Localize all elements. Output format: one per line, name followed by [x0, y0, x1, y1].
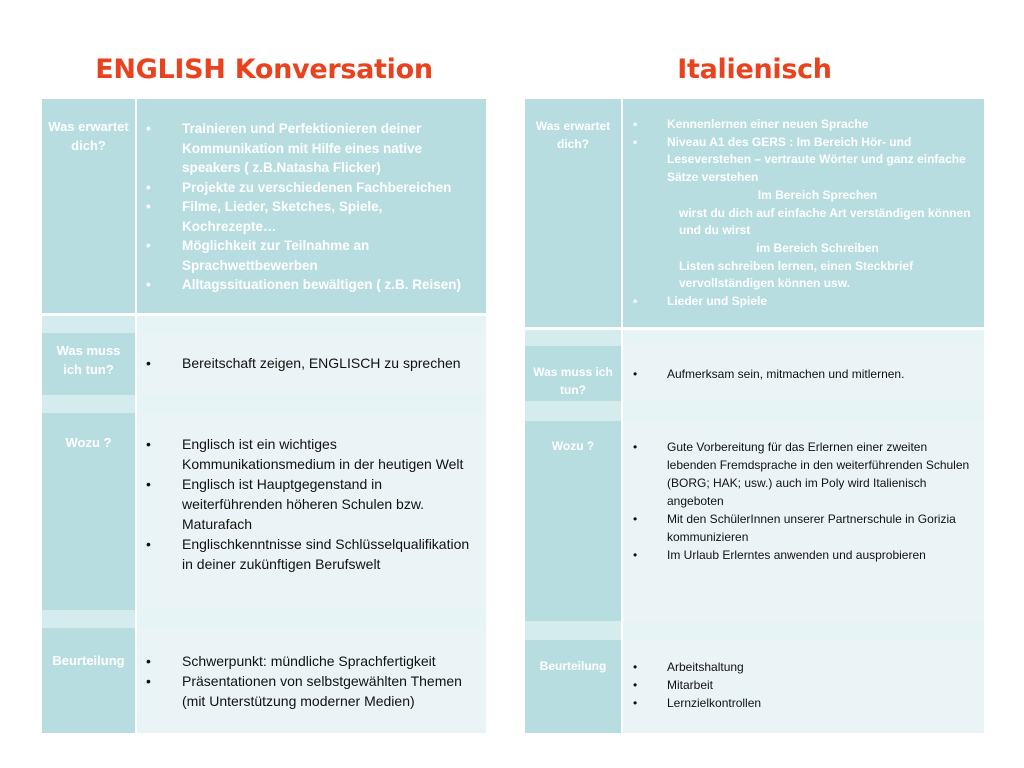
- list-item: • Alltagssituationen bewältigen ( z.B. Reisen): [182, 275, 476, 295]
- italian-label-erwartet: Was erwartet dich?: [525, 99, 621, 327]
- sub-heading: im Bereich Schreiben: [756, 240, 879, 255]
- italian-content-tun: [623, 346, 984, 401]
- sub-text: Listen schreiben lernen, einen Steckbrief vervollständigen können usw.: [679, 258, 914, 291]
- italian-row-beurteilung: [525, 640, 984, 733]
- list-item: • Englischkenntnisse sind Schlüsselqualifikation in deiner zukünftigen Berufswelt: [182, 534, 476, 574]
- list-item: • Filme, Lieder, Sketches, Spiele, Kochrezepte…: [182, 197, 476, 236]
- list-item: • Präsentationen von selbstgewählten Themen (mit Unterstützung moderner Medien): [182, 671, 476, 711]
- italian-content-beurteilung: [623, 640, 984, 733]
- italian-content-erwartet: [623, 99, 984, 327]
- italian-label-wozu: Wozu ?: [525, 421, 621, 621]
- italian-row-wozu: [525, 421, 984, 621]
- english-row-tun: [42, 333, 486, 395]
- list-item: • Englisch ist ein wichtiges Kommunikationsmedium in der heutigen Welt: [182, 434, 476, 474]
- italian-label-beurteilung: Beurteilung: [525, 640, 621, 733]
- spacer-row: [525, 621, 984, 640]
- list-item: • Englisch ist Hauptgegenstand in weiterführenden höheren Schulen bzw. Maturafach: [182, 474, 476, 534]
- sub-text: wirst du dich auf einfache Art verständigen können und du wirst: [679, 205, 971, 238]
- spacer-row: [42, 610, 486, 628]
- list-item: • Lieder und Spiele: [667, 293, 978, 311]
- italian-row-tun: [525, 346, 984, 401]
- spacer-row: [42, 395, 486, 413]
- sub-heading: Im Bereich Sprechen: [757, 187, 878, 202]
- list-item: • Bereitschaft zeigen, ENGLISCH zu sprechen: [182, 353, 476, 373]
- english-content-beurteilung: [137, 628, 486, 733]
- italian-title: Italienisch: [677, 54, 832, 85]
- english-label-beurteilung: Beurteilung: [42, 628, 135, 733]
- italian-label-tun: Was muss ich tun?: [525, 346, 621, 401]
- english-content-tun: [137, 333, 486, 395]
- english-table: [42, 99, 486, 733]
- english-content-erwartet: [137, 99, 486, 313]
- english-label-erwartet: Was erwartet dich?: [42, 99, 135, 313]
- english-label-tun: Was muss ich tun?: [42, 333, 135, 395]
- list-item-text: Niveau A1 des GERS : Im Bereich Hör- und Leseverstehen – vertraute Wörter und ganz einfache Sätze verstehen: [667, 134, 966, 185]
- list-item: • Projekte zu verschiedenen Fachbereichen: [182, 178, 476, 198]
- english-title: ENGLISH Konversation: [95, 54, 433, 85]
- spacer-row: [525, 330, 984, 346]
- list-item: • Kennenlernen einer neuen Sprache: [667, 116, 978, 134]
- list-item: • Möglichkeit zur Teilnahme an Sprachwettbewerben: [182, 236, 476, 275]
- italian-content-wozu: [623, 421, 984, 621]
- english-label-wozu: Wozu ?: [42, 413, 135, 610]
- list-item: • Arbeitshaltung: [667, 658, 978, 676]
- english-row-beurteilung: [42, 628, 486, 733]
- list-item: • Schwerpunkt: mündliche Sprachfertigkeit: [182, 651, 476, 671]
- english-row-wozu: [42, 413, 486, 610]
- list-item: • Mit den SchülerInnen unserer Partnerschule in Gorizia kommunizieren: [667, 510, 978, 546]
- english-content-wozu: [137, 413, 486, 610]
- italian-row-erwartet: [525, 99, 984, 327]
- spacer-row: [42, 316, 486, 333]
- spacer-row: [525, 401, 984, 421]
- italian-table: [525, 99, 984, 733]
- list-item: • Gute Vorbereitung für das Erlernen einer zweiten lebenden Fremdsprache in den weiterführenden Schulen (BORG; HAK; usw.) auch im Poly wird Italienisch angeboten: [667, 438, 978, 510]
- list-item: • Im Urlaub Erlerntes anwenden und ausprobieren: [667, 546, 978, 564]
- list-item: • Aufmerksam sein, mitmachen und mitlernen.: [667, 365, 978, 383]
- list-item: • Trainieren und Perfektionieren deiner Kommunikation mit Hilfe eines native speakers ( z.B.Natasha Flicker): [182, 119, 476, 178]
- english-row-erwartet: [42, 99, 486, 313]
- list-item: • Mitarbeit: [667, 676, 978, 694]
- list-item: [667, 134, 978, 293]
- list-item: • Lernzielkontrollen: [667, 694, 978, 712]
